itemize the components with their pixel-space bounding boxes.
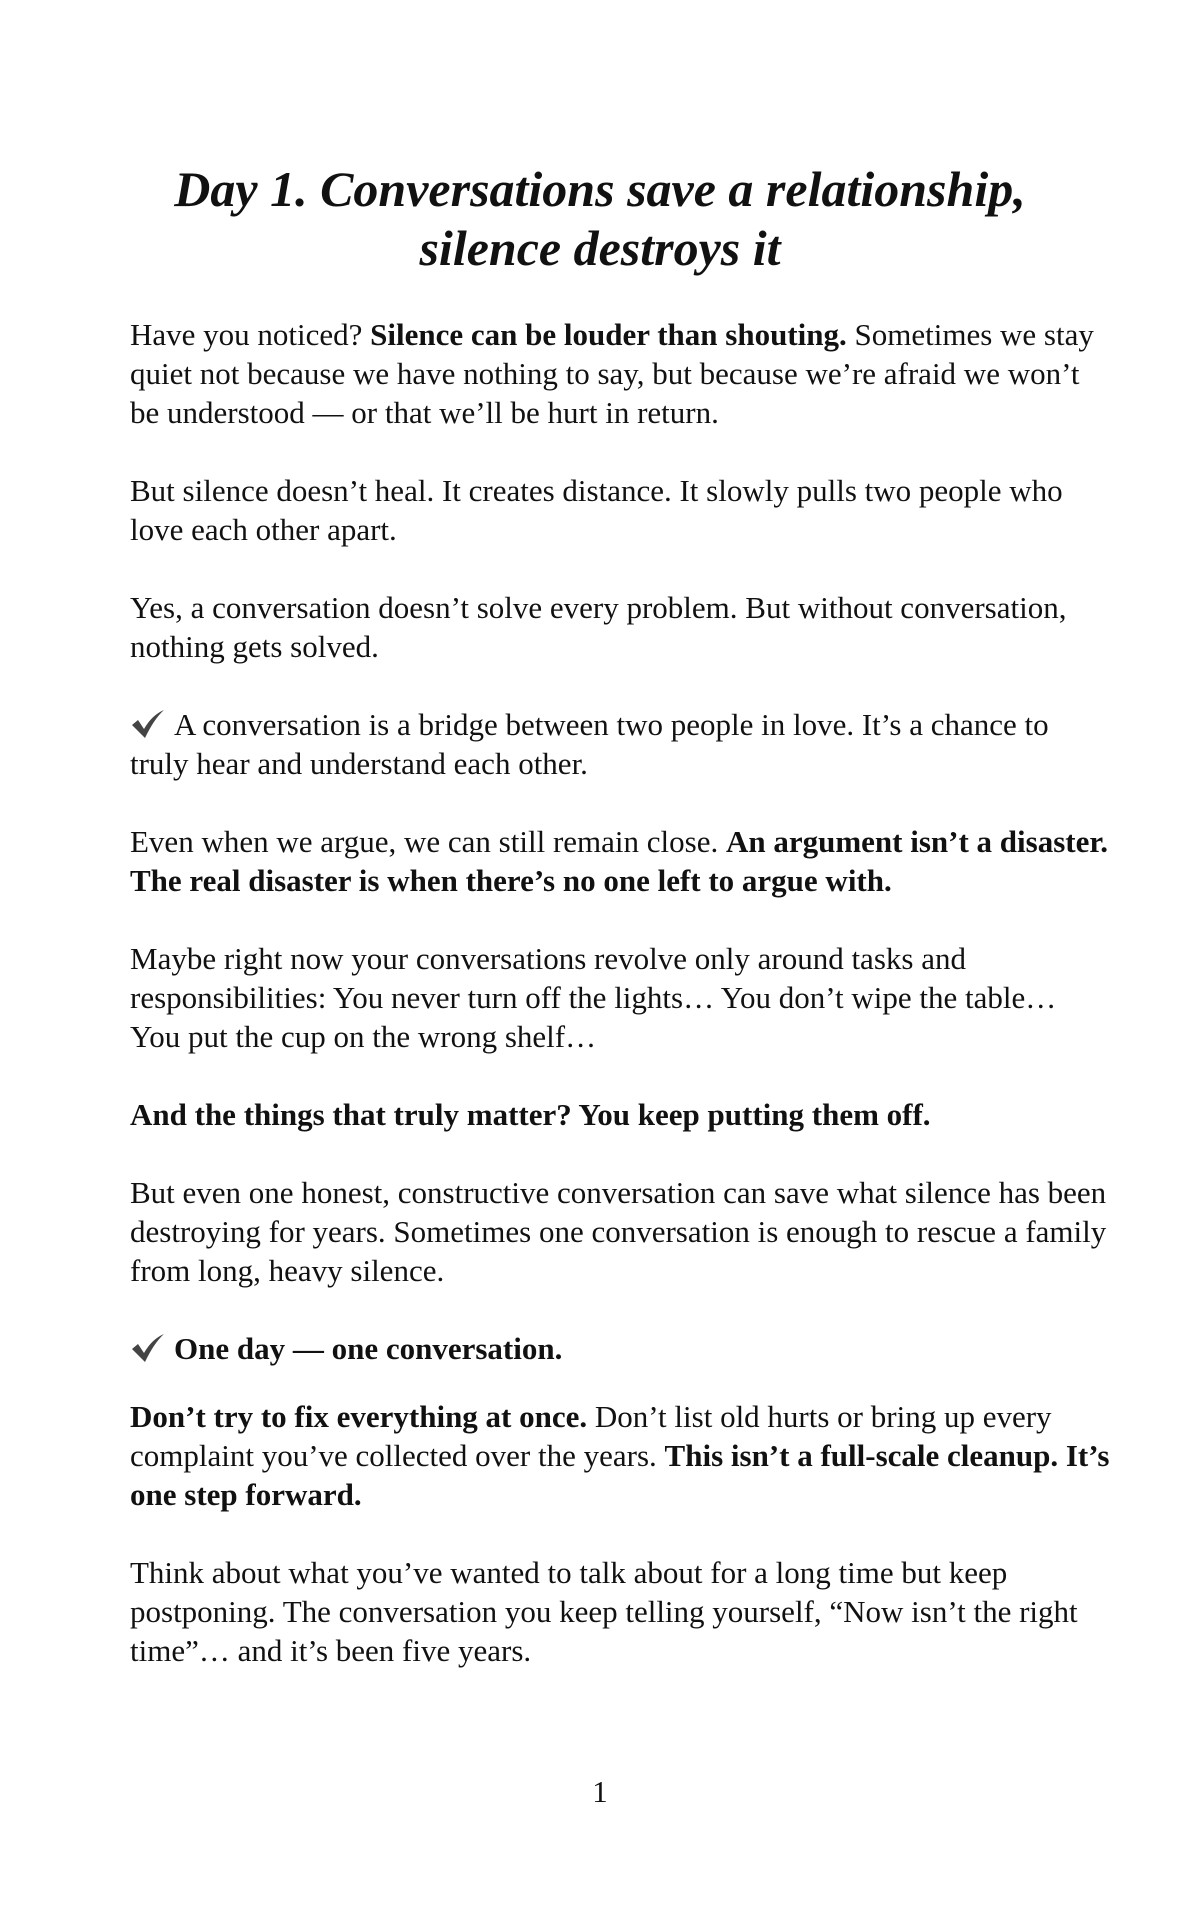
title-line-2: silence destroys it	[419, 220, 781, 276]
page-number: 1	[592, 1774, 608, 1809]
checkmark-icon	[130, 1333, 168, 1363]
paragraph-7-emphasis: And the things that truly matter? You keep putting them off.	[130, 1097, 931, 1132]
paragraph-9-emphasis: One day — one conversation.	[174, 1331, 563, 1366]
paragraph-9	[130, 1329, 1110, 1368]
paragraph-6: Maybe right now your conversations revolve only around tasks and responsibilities: You never turn off the lights… You don’t wipe the table… You put the cup on the wrong shelf…	[130, 941, 1057, 1054]
paragraph-5-intro: Even when we argue, we can still remain close.	[130, 824, 726, 859]
paragraph-5	[130, 822, 1110, 900]
paragraph-7	[130, 1095, 1110, 1134]
paragraph-1-emphasis: Silence can be louder than shouting.	[370, 317, 847, 352]
paragraph-2: But silence doesn’t heal. It creates distance. It slowly pulls two people who love each other apart.	[130, 473, 1063, 547]
paragraph-10-emphasis-1: Don’t try to fix everything at once.	[130, 1399, 588, 1434]
checkmark-icon	[130, 709, 168, 739]
body-text	[130, 315, 1110, 1709]
page-title	[100, 160, 1100, 278]
paragraph-1	[130, 315, 1110, 432]
paragraph-5-emphasis: An argument isn’t a disaster. The real disaster is when there’s no one left to argue with.	[130, 824, 1109, 898]
paragraph-10-text: Don’t list old hurts or bring up every complaint you’ve collected over the years.	[130, 1399, 1052, 1473]
paragraph-4	[130, 705, 1110, 783]
paragraph-3: Yes, a conversation doesn’t solve every problem. But without conversation, nothing gets solved.	[130, 590, 1067, 664]
paragraph-8: But even one honest, constructive conversation can save what silence has been destroying for years. Sometimes one conversation is enough to rescue a family from long, heavy silence.	[130, 1175, 1107, 1288]
title-line-1: Day 1. Conversations save a relationship,	[174, 161, 1026, 217]
paragraph-11: Think about what you’ve wanted to talk about for a long time but keep postponing. The conversation you keep telling yourself, “Now isn’t the right time”… and it’s been five years.	[130, 1555, 1078, 1668]
paragraph-4-text: A conversation is a bridge between two people in love. It’s a chance to truly hear and understand each other.	[130, 707, 1049, 781]
paragraph-1-rest: Sometimes we stay quiet not because we have nothing to say, but because we’re afraid we won’t be understood — or that we’ll be hurt in return.	[130, 317, 1094, 430]
paragraph-1-intro: Have you noticed?	[130, 317, 371, 352]
paragraph-10	[130, 1397, 1110, 1514]
paragraph-10-emphasis-2: This isn’t a full-scale cleanup. It’s one step forward.	[130, 1438, 1110, 1512]
